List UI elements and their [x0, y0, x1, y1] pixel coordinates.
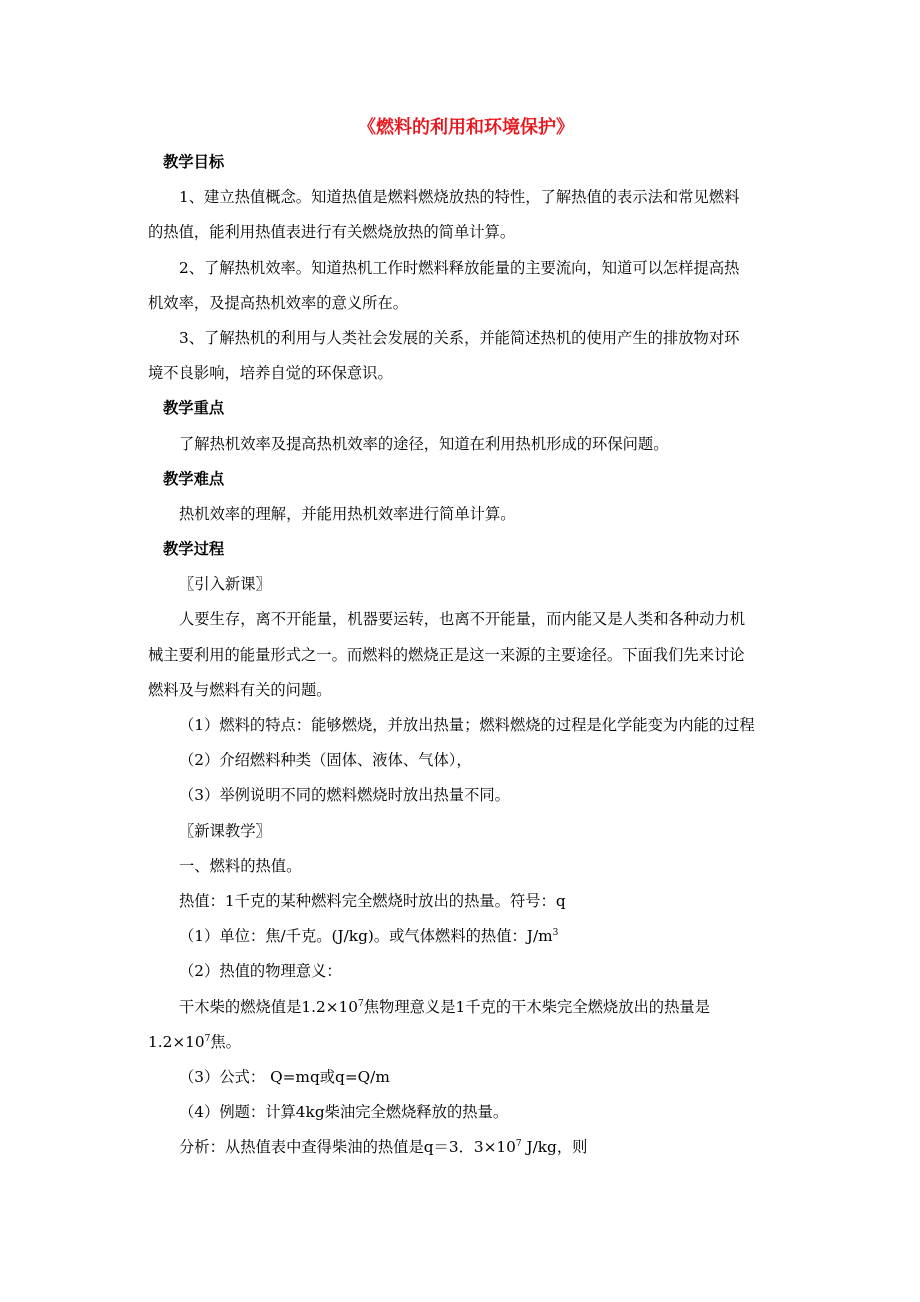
paragraph-line — [148, 990, 772, 1025]
section-heading — [148, 145, 772, 180]
paragraph-line — [148, 778, 772, 813]
line-text: 教学过程 — [163, 540, 225, 559]
document-page — [148, 110, 772, 1165]
line-text: 机效率，及提高热机效率的意义所在。 — [148, 293, 409, 312]
line-text-continued: 焦。 — [210, 1032, 241, 1051]
paragraph-line — [148, 919, 772, 954]
paragraph-line — [148, 215, 772, 250]
line-text: 械主要利用的能量形式之一。而燃料的燃烧正是这一来源的主要途径。下面我们先来讨论 — [148, 645, 745, 664]
line-text: （1）燃料的特点：能够燃烧，并放出热量；燃料燃烧的过程是化学能变为内能的过程 — [179, 716, 755, 734]
line-text: 〖引入新课〗 — [179, 575, 271, 594]
paragraph-line — [148, 1060, 772, 1095]
line-text: （3）举例说明不同的燃料燃烧时放出热量不同。 — [179, 786, 510, 805]
paragraph-line — [148, 708, 772, 743]
paragraph-line — [148, 427, 772, 462]
line-text: （4）例题：计算4kg柴油完全燃烧释放的热量。 — [179, 1103, 509, 1122]
superscript: 7 — [358, 998, 364, 1009]
document-body — [148, 145, 772, 1165]
line-text: 了解热机效率及提高热机效率的途径，知道在利用热机形成的环保问题。 — [179, 434, 669, 453]
superscript: 7 — [515, 1139, 522, 1150]
paragraph-line — [148, 954, 772, 989]
paragraph-line — [148, 743, 772, 778]
line-text: 教学目标 — [163, 153, 225, 171]
paragraph-line — [148, 1130, 772, 1165]
paragraph-line — [148, 567, 772, 602]
line-text: 热机效率的理解，并能用热机效率进行简单计算。 — [179, 504, 516, 523]
line-text: （1）单位：焦/千克。(J/kg)。或气体燃料的热值：J/m — [179, 927, 553, 946]
paragraph-line — [148, 814, 772, 849]
paragraph-line — [148, 497, 772, 532]
paragraph-line — [148, 884, 772, 919]
line-text: 干木柴的燃烧值是1.2×10 — [179, 997, 358, 1016]
line-text: 教学难点 — [163, 469, 225, 488]
line-text: 1.2×10 — [148, 1032, 205, 1051]
line-text: 一、燃料的热值。 — [179, 856, 302, 875]
section-heading — [148, 462, 772, 497]
line-text: 〖新课教学〗 — [179, 821, 271, 840]
line-text: （2）热值的物理意义： — [179, 962, 342, 981]
line-text: 3、了解热机的利用与人类社会发展的关系，并能简述热机的使用产生的排放物对环 — [179, 328, 740, 347]
line-text: 教学重点 — [163, 399, 225, 418]
line-text-continued: J/kg，则 — [521, 1138, 588, 1157]
paragraph-line — [148, 638, 772, 673]
superscript: 3 — [552, 928, 559, 939]
line-text: 燃料及与燃料有关的问题。 — [148, 680, 332, 699]
paragraph-line — [148, 356, 772, 391]
document-title: 《燃料的利用和环境保护》 — [358, 117, 574, 138]
paragraph-line — [148, 673, 772, 708]
paragraph-line — [148, 602, 772, 637]
section-heading — [148, 532, 772, 567]
paragraph-line — [148, 1095, 772, 1130]
line-text: 热值：1千克的某种燃料完全燃烧时放出的热量。符号：q — [179, 891, 566, 910]
line-text: 人要生存，离不开能量，机器要运转，也离不开能量，而内能又是人类和各种动力机 — [179, 610, 745, 629]
paragraph-line — [148, 321, 772, 356]
paragraph-line — [148, 286, 772, 321]
line-text: 的热值，能利用热值表进行有关燃烧放热的简单计算。 — [148, 223, 516, 242]
paragraph-line — [148, 849, 772, 884]
paragraph-line — [148, 251, 772, 286]
section-heading — [148, 391, 772, 426]
line-text-continued: 焦物理意义是1千克的干木柴完全燃烧放出的热量是 — [363, 997, 710, 1016]
superscript: 7 — [204, 1033, 211, 1044]
line-text: （2）介绍燃料种类（固体、液体、气体）， — [179, 751, 472, 770]
line-text: 1、建立热值概念。知道热值是燃料燃烧放热的特性，了解热值的表示法和常见燃料 — [179, 188, 740, 207]
line-text: （3）公式： Q=mq或q=Q/m — [179, 1067, 390, 1086]
paragraph-line — [148, 1025, 772, 1060]
line-text: 境不良影响，培养自觉的环保意识。 — [148, 364, 393, 383]
paragraph-line — [148, 180, 772, 215]
line-text: 分析：从热值表中查得柴油的热值是q＝3．3×10 — [179, 1138, 516, 1157]
line-text: 2、了解热机效率。知道热机工作时燃料释放能量的主要流向，知道可以怎样提高热 — [179, 258, 740, 277]
